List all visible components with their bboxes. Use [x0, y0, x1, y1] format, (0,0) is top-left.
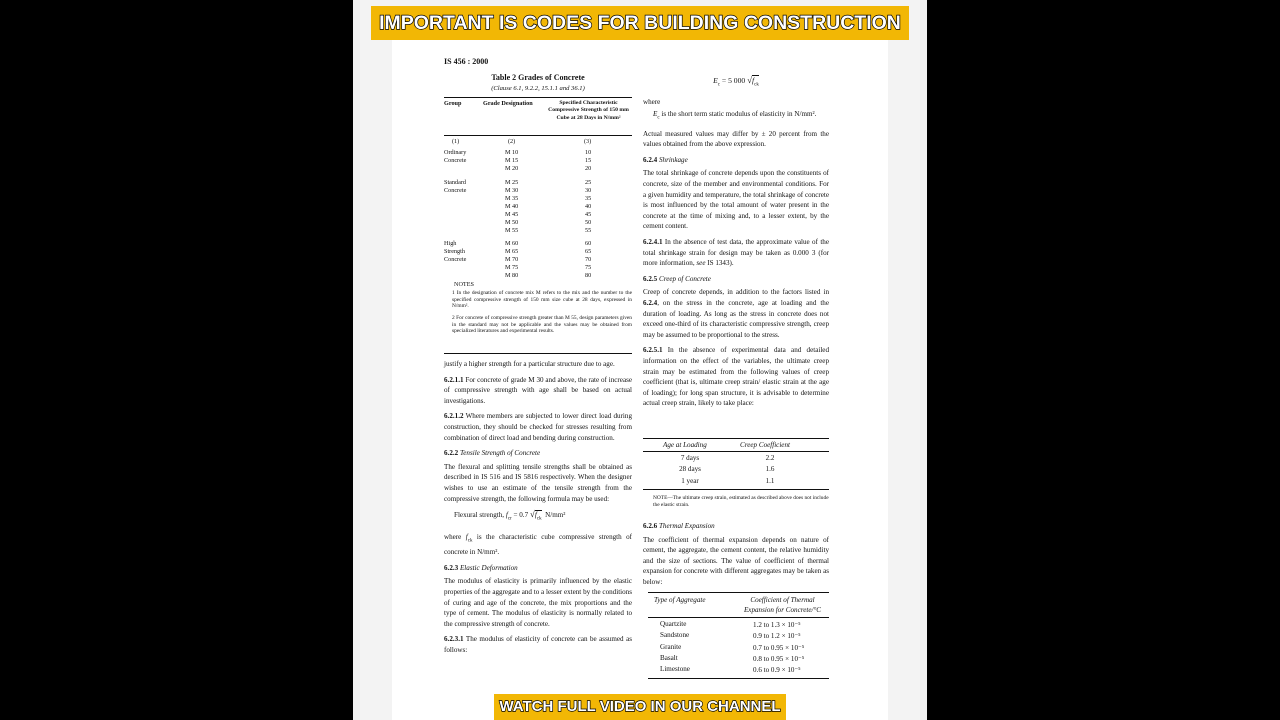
clause-6-2-1-1: 6.2.1.1 For concrete of grade M 30 and above, the rate of increase of compressive strength with age shall be based on actual investigations.	[444, 375, 633, 405]
creep-header-age: Age at Loading	[663, 441, 707, 449]
table-header-group: Group	[444, 100, 462, 107]
clause-6-2-3-text: The modulus of elasticity is primarily influenced by the elastic properties of the aggregate and to a lesser extent by the conditions of curing and age of the concrete, the mix proportions and the type of cement. The modulus of elasticity is normally related to the compressive strength of concrete.	[444, 577, 632, 628]
strength-cell: 50	[585, 219, 592, 226]
grade-cell: M 20	[505, 165, 519, 172]
clause-6-2-5-1: 6.2.5.1 In the absence of experimental data and detailed information on the effect of the variables, the ultimate creep strain may be estimated from the following values of creep coefficient (that is, ultimate creep strain/ elastic strain at the age of loading); for long span structure, it is advisable to determine actual creep strain, likely to take place:	[643, 346, 829, 408]
thermal-header-type: Type of Aggregate	[654, 596, 706, 604]
heading-6-2-6: 6.2.6 Thermal Expansion	[643, 522, 715, 530]
right-column	[643, 75, 829, 414]
clause-6-2-4-text: The total shrinkage of concrete depends upon the constituents of concrete, size of the member and environmental conditions. For a given humidity and temperature, the total shrinkage of concrete is most influenced by the total amount of water present in the concrete at the time of mixing and, to a lesser extent, by the cement content.	[643, 169, 829, 231]
grade-cell: M 65	[505, 248, 519, 255]
strength-cell: 20	[585, 165, 592, 172]
table-header-grade: Grade Designation	[483, 100, 533, 107]
coefficient-cell: 0.6 to 0.9 × 10⁻⁵	[753, 666, 801, 674]
creep-header-coef: Creep Coefficient	[740, 441, 790, 449]
grade-cell: M 35	[505, 195, 519, 202]
creep-coef-cell: 2.2	[765, 454, 775, 462]
grade-cell: M 80	[505, 272, 519, 279]
colnum-2: (2)	[508, 138, 516, 145]
document-page	[392, 40, 888, 720]
heading-6-2-3: 6.2.3 Elastic Deformation	[444, 563, 518, 572]
heading-6-2-2: 6.2.2 Tensile Strength of Concrete	[444, 449, 541, 458]
creep-age-cell: 1 year	[681, 477, 699, 485]
colnum-1: (1)	[452, 138, 460, 145]
creep-note: NOTE—The ultimate creep strain, estimated as described above does not include the elastic strain.	[653, 495, 829, 508]
table-header-strength: Specified Characteristic Compressive Strength of 150 mm Cube at 28 Days in N/mm²	[548, 100, 629, 121]
where-label: where	[643, 98, 661, 107]
clause-6-2-4-1: 6.2.4.1 In the absence of test data, the approximate value of the total shrinkage strain for design may be taken as 0.000 3 (for more information, see IS 1343).	[643, 238, 829, 268]
table-title: Table 2 Grades of Concrete	[491, 73, 585, 82]
actual-values: Actual measured values may differ by ± 20 percent from the values obtained from the above expression.	[643, 129, 829, 149]
left-column	[444, 359, 632, 660]
grade-cell: M 45	[505, 211, 519, 218]
aggregate-cell: Sandstone	[660, 631, 690, 639]
table-note-2: 2 For concrete of compressive strength greater than M 55, design parameters given in the standard may not be applicable and the values may be obtained from specialized literatures and experimental results.	[452, 315, 632, 335]
clause-6-2-1-2: 6.2.1.2 Where members are subjected to lower direct load during construction, they should be checked for stresses resulting from combination of direct load and bending during construction.	[444, 412, 632, 442]
strength-cell: 45	[585, 211, 592, 218]
group-name: Ordinary Concrete	[444, 149, 467, 165]
clause-6-2-3-1: 6.2.3.1 The modulus of elasticity of concrete can be assumed as follows:	[444, 635, 632, 654]
strength-cell: 40	[585, 203, 592, 210]
paragraph: justify a higher strength for a particular structure due to age.	[444, 360, 615, 368]
colnum-3: (3)	[584, 138, 592, 145]
table-note-1: 1 In the designation of concrete mix M refers to the mix and the number to the specified compressive strength of 150 mm size cube at 28 days, expressed in N/mm².	[452, 290, 632, 310]
strength-cell: 25	[585, 179, 592, 186]
strength-cell: 55	[585, 227, 592, 234]
ec-definition: $E_c$ is the short term static modulus of elasticity in N/mm².	[653, 109, 817, 121]
strength-cell: 65	[585, 248, 592, 255]
coefficient-cell: 0.7 to 0.95 × 10⁻⁵	[753, 644, 805, 652]
coefficient-cell: 0.8 to 0.95 × 10⁻⁵	[753, 655, 805, 663]
grade-cell: M 75	[505, 264, 519, 271]
creep-age-cell: 7 days	[680, 454, 700, 462]
strength-cell: 35	[585, 195, 592, 202]
heading-6-2-5: 6.2.5 Creep of Concrete	[643, 274, 711, 283]
grade-cell: M 25	[505, 179, 519, 186]
aggregate-cell: Quartzite	[660, 620, 687, 628]
notes-title: NOTES	[454, 281, 474, 288]
watch-video-banner[interactable]: WATCH FULL VIDEO IN OUR CHANNEL	[494, 694, 786, 720]
grade-cell: M 10	[505, 149, 519, 156]
group-name: Standard Concrete	[444, 179, 467, 195]
coefficient-cell: 1.2 to 1.3 × 10⁻⁵	[753, 621, 801, 629]
formula-ec: $E_c = 5$ 000 $√f_{ck}$	[713, 75, 759, 88]
thermal-header-coef: Coefficient of Thermal Expansion for Concrete/°C	[743, 596, 822, 614]
grade-cell: M 15	[505, 157, 519, 164]
creep-coef-cell: 1.6	[765, 465, 775, 473]
strength-cell: 75	[585, 264, 592, 271]
strength-cell: 70	[585, 256, 592, 263]
aggregate-cell: Basalt	[660, 654, 678, 662]
strength-cell: 30	[585, 187, 592, 194]
title-banner: IMPORTANT IS CODES FOR BUILDING CONSTRUCTION	[371, 6, 909, 40]
grade-cell: M 30	[505, 187, 519, 194]
strength-cell: 80	[585, 272, 592, 279]
formula-flexural: Flexural strength, $f_{cr} = 0.7$ $√f_{ck}$ N/mm²	[454, 509, 566, 522]
grade-cell: M 40	[505, 203, 519, 210]
heading-6-2-4: 6.2.4 Shrinkage	[643, 155, 688, 164]
grade-cell: M 60	[505, 240, 519, 247]
aggregate-cell: Limestone	[660, 665, 690, 673]
grade-cell: M 55	[505, 227, 519, 234]
table-clause: (Clause 6.1, 9.2.2, 15.1.1 and 36.1)	[491, 85, 585, 92]
group-name: High Strength Concrete	[444, 240, 467, 264]
creep-coef-cell: 1.1	[765, 477, 775, 485]
grade-cell: M 70	[505, 256, 519, 263]
where-fck: where $f_{ck}$ is the characteristic cube compressive strength of concrete in N/mm².	[444, 533, 632, 557]
clause-6-2-5-text: Creep of concrete depends, in addition to the factors listed in 6.2.4, on the stress in the concrete, age at loading and the duration of loading. As long as the stress in concrete does not exceed one-third of its characteristic compressive strength, creep may be assumed to be proportional to the stress.	[643, 288, 829, 339]
strength-cell: 60	[585, 240, 592, 247]
coefficient-cell: 0.9 to 1.2 × 10⁻⁵	[753, 632, 801, 640]
strength-cell: 10	[585, 149, 592, 156]
grade-cell: M 50	[505, 219, 519, 226]
doc-code: IS 456 : 2000	[444, 57, 489, 66]
creep-age-cell: 28 days	[679, 465, 701, 473]
strength-cell: 15	[585, 157, 592, 164]
right-column-thermal	[643, 521, 829, 593]
aggregate-cell: Granite	[660, 643, 682, 651]
clause-6-2-6-text: The coefficient of thermal expansion depends on nature of cement, the aggregate, the cement content, the relative humidity and the size of sections. The value of coefficient of thermal expansion for concrete with different aggregates may be taken as below:	[643, 535, 829, 586]
clause-6-2-2-text: The flexural and splitting tensile strengths shall be obtained as described in IS 516 and IS 5816 respectively. When the designer wishes to use an estimate of the tensile strength from the compressive strength, the following formula may be used:	[444, 462, 632, 503]
